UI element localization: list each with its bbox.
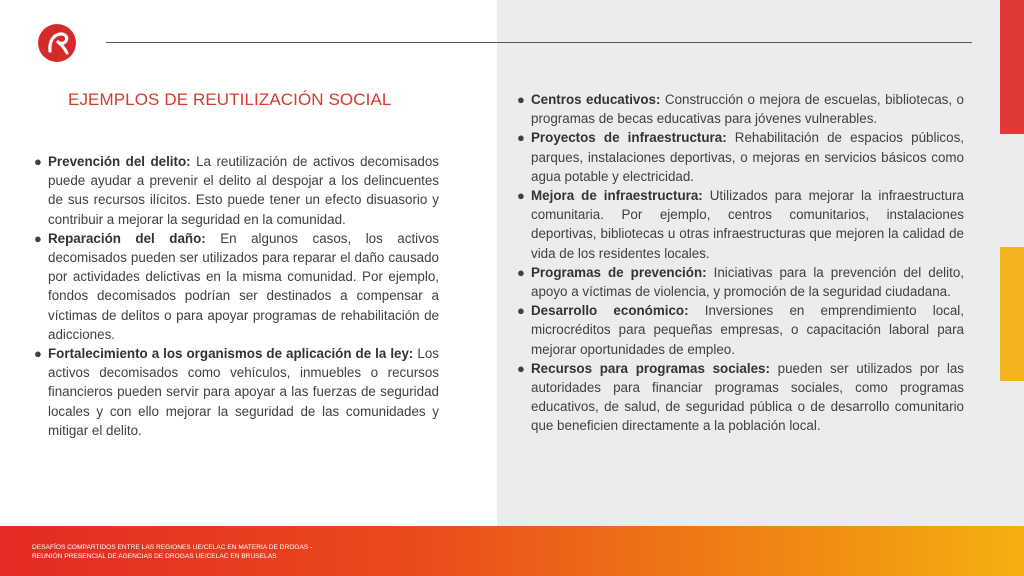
- item-label: Proyectos de infraestructura:: [531, 130, 727, 146]
- item-text: Los activos decomisados como vehículos, inmuebles o recursos financieros pueden servir para apoyar a las fuerzas de seguridad locales y con ello mejorar la seguridad de las comunidades y mitigar el delito.: [48, 346, 439, 438]
- item-text: Inversiones en emprendimiento local, microcréditos para pequeñas empresas, o capacitación laboral para mejorar oportunidades de empleo.: [531, 303, 964, 357]
- item-text: Utilizados para mejorar la infraestructura comunitaria. Por ejemplo, centros comunitarios, instalaciones deportivas, bibliotecas u otras infraestructuras que mejoren la calidad de vida de los residentes locales.: [531, 188, 964, 261]
- item-label: Centros educativos:: [531, 92, 661, 107]
- list-item: [34, 152, 439, 229]
- list-item: [517, 128, 964, 186]
- bullet-icon: ●: [34, 154, 42, 169]
- item-text: Rehabilitación de espacios públicos, parques, instalaciones deportivas, o mejoras en servicios básicos como agua potable y electricidad.: [531, 130, 964, 184]
- footer-text: [32, 543, 312, 561]
- item-text: pueden ser utilizados por las autoridades para financiar programas sociales, como programas educativos, de salud, de seguridad pública o de desarrollo comunitario que beneficien directamente a la población local.: [531, 360, 964, 434]
- item-label: Fortalecimiento a los organismos de aplicación de la ley:: [48, 346, 414, 362]
- list-item: [517, 301, 964, 359]
- item-label: Reparación del daño:: [48, 230, 206, 246]
- list-item: [34, 344, 439, 440]
- accent-bar-yellow: [1000, 247, 1024, 381]
- item-label: Programas de prevención:: [531, 264, 707, 280]
- bullet-icon: ●: [517, 92, 525, 107]
- item-text: En algunos casos, los activos decomisados pueden ser utilizados para reparar el daño causado por actividades delictivas en la misma comunidad. Por ejemplo, fondos decomisados podrían ser destinados a compensar a víctimas de delitos o para apoyar programas de rehabilitación de adicciones.: [48, 230, 439, 342]
- bullet-icon: ●: [34, 230, 42, 246]
- bullet-icon: ●: [517, 264, 525, 280]
- bullet-icon: ●: [517, 188, 525, 204]
- bullet-icon: ●: [517, 360, 525, 376]
- accent-bar-red: [1000, 0, 1024, 134]
- item-text: Iniciativas para la prevención del delito, apoyo a víctimas de violencia, y promoción de la seguridad ciudadana.: [531, 264, 964, 300]
- footer-line-1: DESAFÍOS COMPARTIDOS ENTRE LAS REGIONES UE/CELAC EN MATERIA DE DROGAS -: [32, 544, 313, 551]
- item-text: La reutilización de activos decomisados puede ayudar a prevenir el delito al despojar a los delincuentes de sus recursos ilícitos. Esto puede tener un efecto disuasorio y contribuir a mejorar la seguridad en la comunidad.: [48, 154, 439, 227]
- bullet-icon: ●: [517, 303, 525, 319]
- slide-title: EJEMPLOS DE REUTILIZACIÓN SOCIAL: [68, 90, 392, 109]
- header-divider: [106, 42, 972, 43]
- list-item: [517, 263, 964, 301]
- item-label: Mejora de infraestructura:: [531, 188, 703, 204]
- item-label: Prevención del delito:: [48, 154, 191, 169]
- item-text: Construcción o mejora de escuelas, bibliotecas, o programas de becas educativas para jóvenes vulnerables.: [531, 92, 964, 127]
- footer-line-2: REUNIÓN PRESENCIAL DE AGENCIAS DE DROGAS UE/CELAC EN BRUSELAS: [32, 553, 277, 560]
- list-item: [517, 90, 964, 128]
- list-item: [517, 186, 964, 263]
- right-bullet-list: [517, 90, 964, 436]
- list-item: [34, 229, 439, 344]
- list-item: [517, 359, 964, 436]
- bullet-icon: ●: [517, 130, 525, 146]
- bullet-icon: ●: [34, 346, 42, 362]
- item-label: Desarrollo económico:: [531, 303, 689, 319]
- item-label: Recursos para programas sociales:: [531, 360, 770, 376]
- brand-logo-icon: [38, 24, 76, 62]
- left-bullet-list: [34, 152, 439, 440]
